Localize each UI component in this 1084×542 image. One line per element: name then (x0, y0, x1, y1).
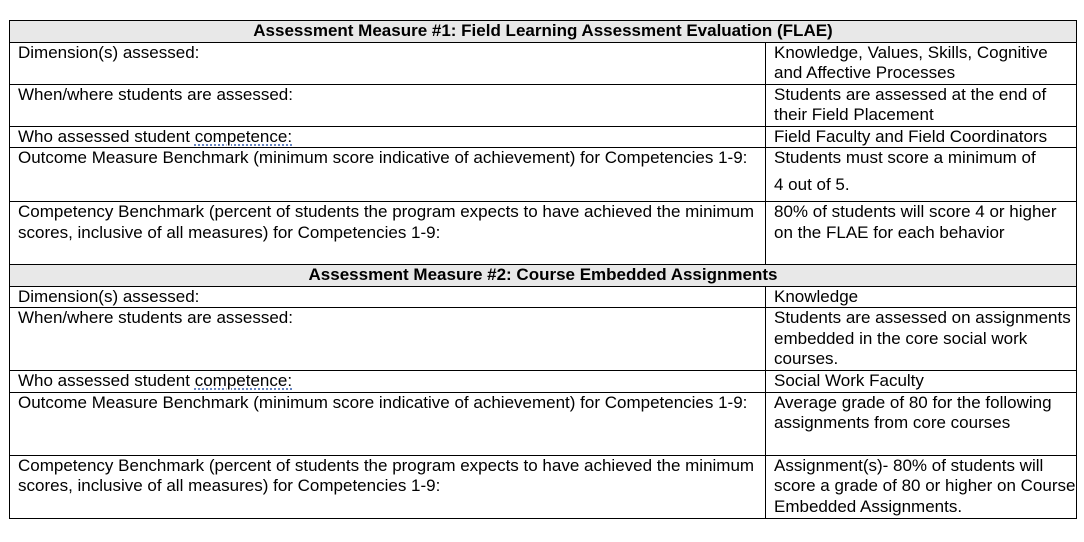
row-label: Competency Benchmark (percent of students the program expects to have achieved the minimum scores, inclusive of all measures) for Competencies 1-9: (10, 202, 766, 265)
row-value (766, 148, 1077, 202)
table-row (10, 202, 1077, 265)
row-value: Students are assessed on assignments embedded in the core social work courses. (766, 308, 1077, 371)
row-value: Social Work Faculty (766, 371, 1077, 393)
row-label (10, 126, 766, 148)
assessment-document (9, 20, 1077, 519)
measure1-title: Assessment Measure #1: Field Learning Assessment Evaluation (FLAE) (10, 21, 1077, 43)
underlined-word: competence: (194, 126, 293, 146)
table-row (10, 148, 1077, 202)
measure2-header-row (10, 265, 1077, 287)
row-value: Field Faculty and Field Coordinators (766, 126, 1077, 148)
value-line2: 4 out of 5. (774, 174, 850, 194)
table-row (10, 392, 1077, 455)
row-label: Outcome Measure Benchmark (minimum score indicative of achievement) for Competencies 1-9: (10, 148, 766, 202)
row-value: Average grade of 80 for the following assignments from core courses (766, 392, 1077, 455)
row-label: Dimension(s) assessed: (10, 42, 766, 84)
table-row (10, 84, 1077, 126)
row-label (10, 371, 766, 393)
row-label: When/where students are assessed: (10, 84, 766, 126)
row-label: Competency Benchmark (percent of students the program expects to have achieved the minimum scores, inclusive of all measures) for Competencies 1-9: (10, 455, 766, 518)
label-prefix: Who assessed student (18, 126, 195, 146)
measure1-header-row (10, 21, 1077, 43)
table-row (10, 126, 1077, 148)
table-row (10, 42, 1077, 84)
table-row (10, 308, 1077, 371)
assessment-table (9, 20, 1077, 519)
measure2-title: Assessment Measure #2: Course Embedded Assignments (10, 265, 1077, 287)
row-value: Assignment(s)- 80% of students will score a grade of 80 or higher on Course Embedded Assignments. (766, 455, 1077, 518)
value-line1: Students must score a minimum of (774, 148, 1036, 167)
table-row (10, 371, 1077, 393)
row-label: Outcome Measure Benchmark (minimum score indicative of achievement) for Competencies 1-9: (10, 392, 766, 455)
row-label: When/where students are assessed: (10, 308, 766, 371)
row-value: Students are assessed at the end of their Field Placement (766, 84, 1077, 126)
row-value: Knowledge, Values, Skills, Cognitive and Affective Processes (766, 42, 1077, 84)
row-label: Dimension(s) assessed: (10, 286, 766, 308)
row-value: Knowledge (766, 286, 1077, 308)
label-prefix: Who assessed student (18, 371, 195, 390)
table-row (10, 286, 1077, 308)
table-row (10, 455, 1077, 518)
row-value: 80% of students will score 4 or higher on the FLAE for each behavior (766, 202, 1077, 265)
underlined-word: competence: (194, 371, 293, 390)
